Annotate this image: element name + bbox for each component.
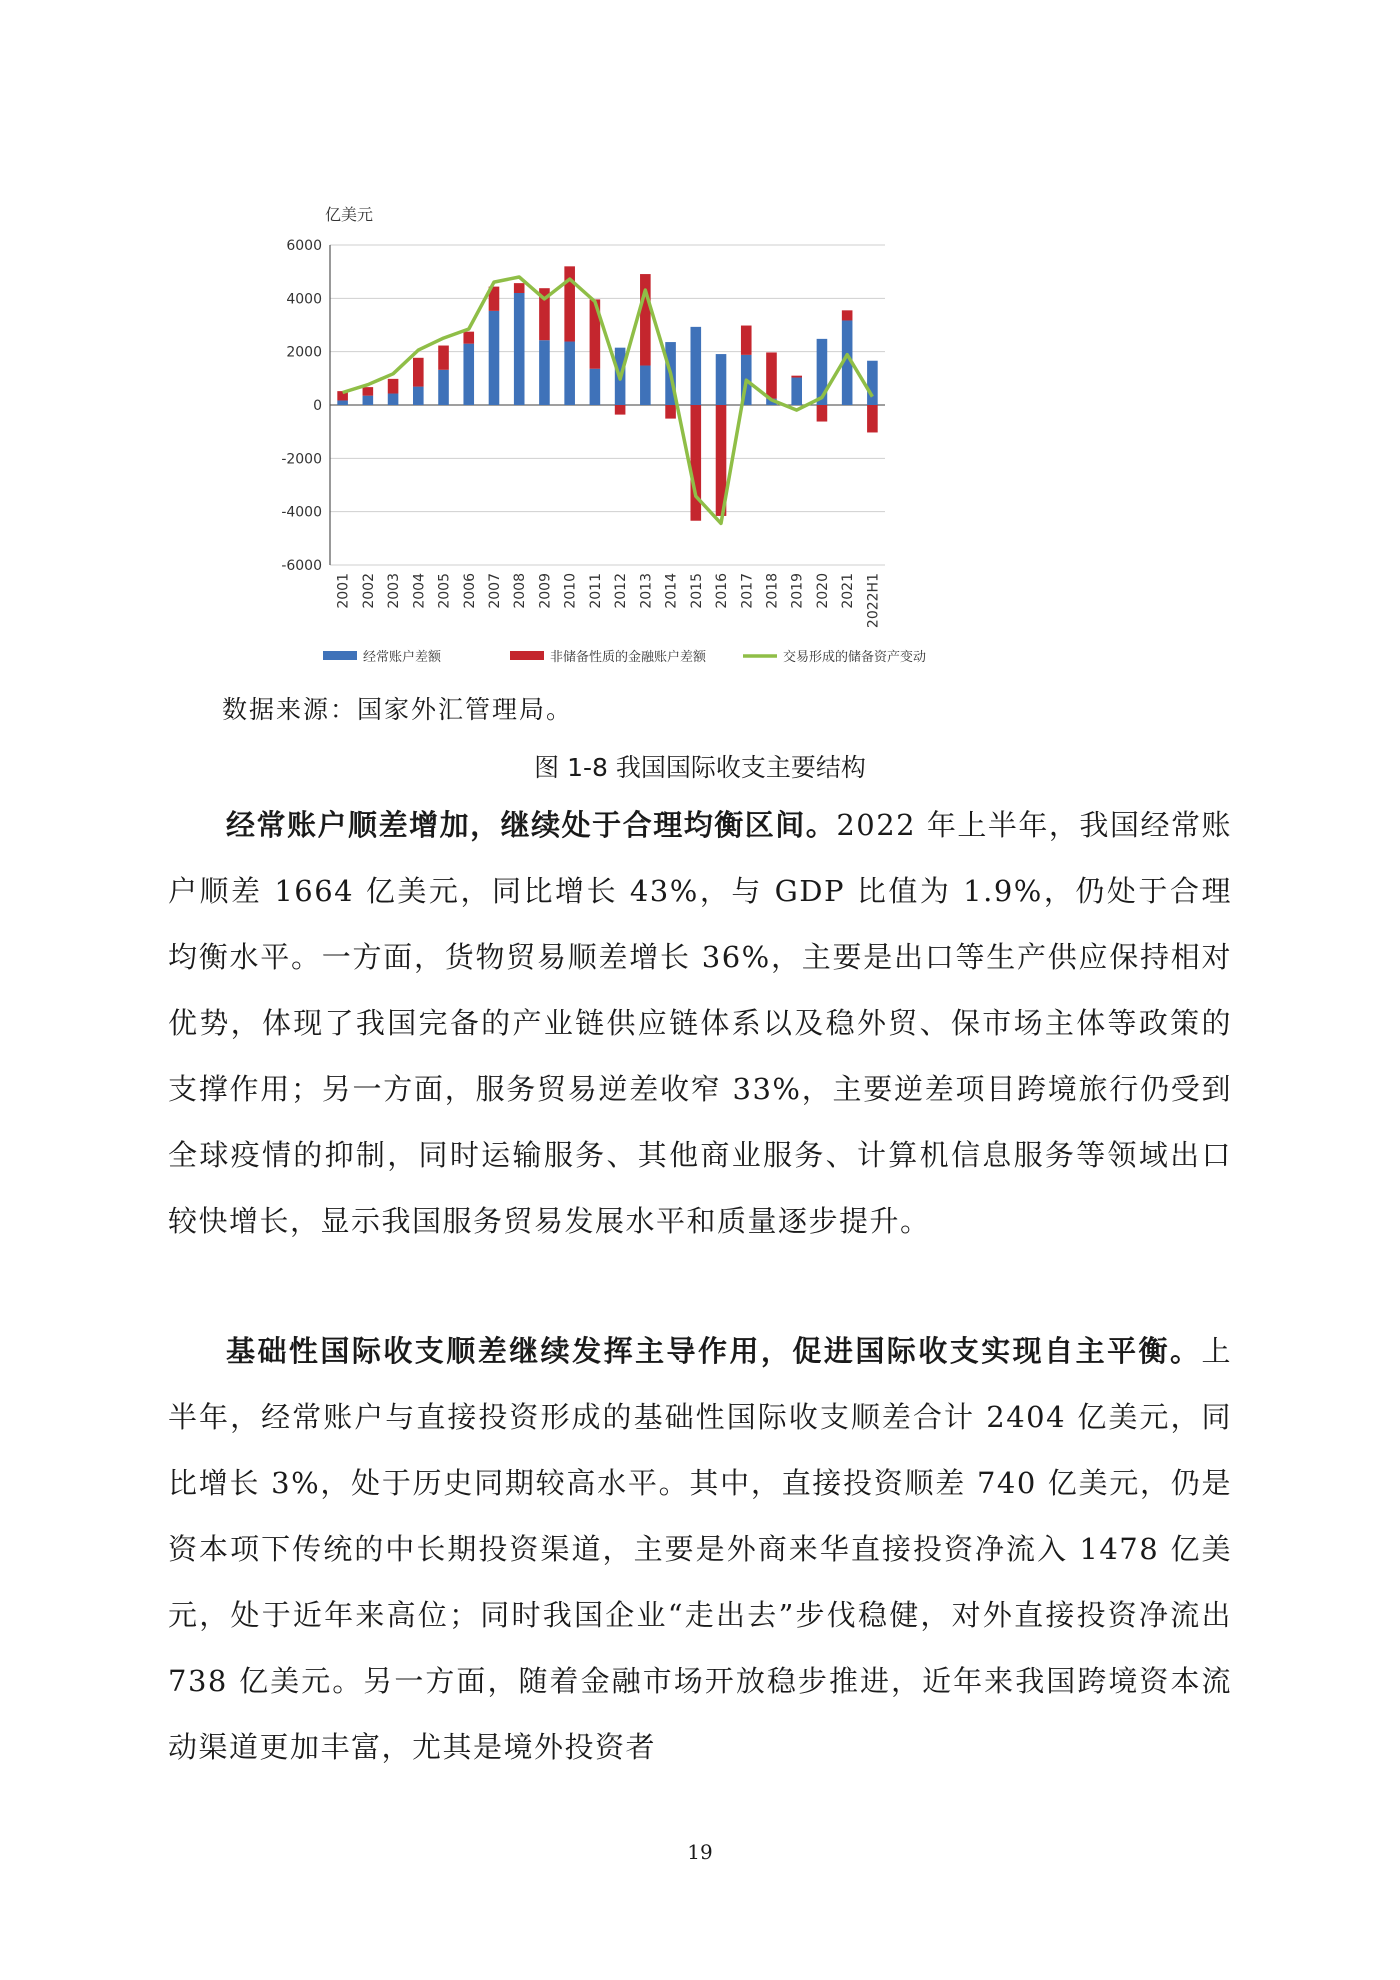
legend-swatch-current-account [323,651,357,660]
bar-current-account [363,396,374,405]
bar-current-account [640,366,651,405]
data-source-note: 数据来源：国家外汇管理局。 [222,695,574,724]
bar-financial-account [615,405,626,415]
x-tick-label: 2008 [512,573,529,609]
x-tick-label: 2006 [461,573,478,609]
y-tick-label: 6000 [286,238,322,254]
paragraph-basic-balance [168,1318,1232,1780]
bar-financial-account [463,332,474,344]
x-axis-ticks [336,573,882,628]
bar-financial-account [766,352,777,398]
bar-current-account [413,387,424,405]
y-tick-label: -2000 [281,451,322,468]
paragraph-heading: 基础性国际收支顺差继续发挥主导作用，促进国际收支实现自主平衡。 [226,1334,1202,1368]
y-tick-label: 0 [313,398,322,414]
paragraph-heading: 经常账户顺差增加，继续处于合理均衡区间。 [226,808,837,842]
bar-financial-account [665,405,676,419]
legend-label-current-account: 经常账户差额 [363,650,442,665]
y-axis-unit-label: 亿美元 [325,205,374,224]
bar-current-account [438,370,449,405]
paragraph-current-account [168,792,1232,1254]
paragraph-body: 2022 年上半年，我国经常账户顺差 1664 亿美元，同比增长 43%，与 GDP 比值为 1.9%，仍处于合理均衡水平。一方面，货物贸易顺差增长 36%，主要是出口等生产供应保持相对优势，体现了我国完备的产业链供应链体系以及稳外贸、保市场主体等政策的支撑作用；另一方面，服务贸易逆差收窄 33%，主要逆差项目跨境旅行仍受到全球疫情的抑制，同时运输服务、其他商业服务、计算机信息服务等领域出口较快增长，显示我国服务贸易发展水平和质量逐步提升。 [168,808,1232,1238]
x-tick-label: 2019 [789,573,806,609]
bar-current-account [716,354,727,405]
bar-financial-account [640,274,651,365]
bar-financial-account [842,310,853,320]
x-tick-label: 2021 [840,573,857,609]
x-tick-label: 2009 [537,573,554,609]
bar-financial-account [363,387,374,396]
x-tick-label: 2017 [739,573,756,609]
y-tick-label: -6000 [281,558,322,574]
balance-of-payments-chart [255,195,1135,675]
bar-financial-account [690,405,701,521]
legend-swatch-financial-account [510,651,544,660]
x-tick-label: 2004 [411,573,428,609]
x-tick-label: 2010 [562,573,579,609]
bar-financial-account [438,346,449,370]
bar-financial-account [867,405,878,432]
bar-current-account [564,342,575,405]
page-number: 19 [687,1840,713,1864]
bar-current-account [690,327,701,405]
bar-current-account [867,361,878,405]
bar-current-account [463,344,474,405]
x-tick-label: 2018 [764,573,781,609]
x-tick-label: 2016 [714,573,731,609]
y-tick-label: -4000 [281,504,322,521]
legend-label-reserve-assets: 交易形成的储备资产变动 [783,650,927,665]
x-tick-label: 2014 [663,573,680,609]
legend-label-financial-account: 非储备性质的金融账户差额 [550,650,707,665]
bar-marks [337,266,877,520]
x-tick-label: 2002 [360,573,377,609]
x-tick-label: 2022H1 [865,573,882,629]
x-tick-label: 2011 [587,573,604,609]
x-tick-label: 2007 [486,573,503,609]
x-tick-label: 2013 [638,573,655,609]
bar-financial-account [741,326,752,355]
bar-financial-account [388,379,399,394]
bar-current-account [514,293,525,405]
x-tick-label: 2005 [436,573,453,609]
paragraph-body: 上半年，经常账户与直接投资形成的基础性国际收支顺差合计 2404 亿美元，同比增长 3%，处于历史同期较高水平。其中，直接投资顺差 740 亿美元，仍是资本项下传统的中长期投资渠道，主要是外商来华直接投资净流入 1478 亿美元，处于近年来高位；同时我国企业“走出去”步伐稳健，对外直接投资净流出 738 亿美元。另一方面，随着金融市场开放稳步推进，近年来我国跨境资本流动渠道更加丰富，尤其是境外投资者 [168,1334,1232,1764]
x-tick-label: 2003 [386,573,403,609]
x-tick-label: 2020 [814,573,831,609]
bar-financial-account [817,405,828,422]
bar-financial-account [514,283,525,293]
bar-financial-account [791,376,802,378]
bar-current-account [590,369,601,405]
x-tick-label: 2015 [688,573,705,609]
y-tick-label: 2000 [286,344,322,361]
bar-current-account [489,311,500,405]
y-axis-ticks [281,238,322,574]
x-tick-label: 2012 [613,573,630,609]
chart-legend [323,649,926,665]
bar-current-account [337,400,348,405]
y-tick-label: 4000 [286,291,322,308]
figure-caption: 图 1-8 我国国际收支主要结构 [534,753,866,782]
bar-current-account [791,378,802,405]
bar-current-account [388,394,399,405]
bar-current-account [539,340,550,405]
bar-financial-account [413,358,424,387]
x-tick-label: 2001 [335,573,352,609]
